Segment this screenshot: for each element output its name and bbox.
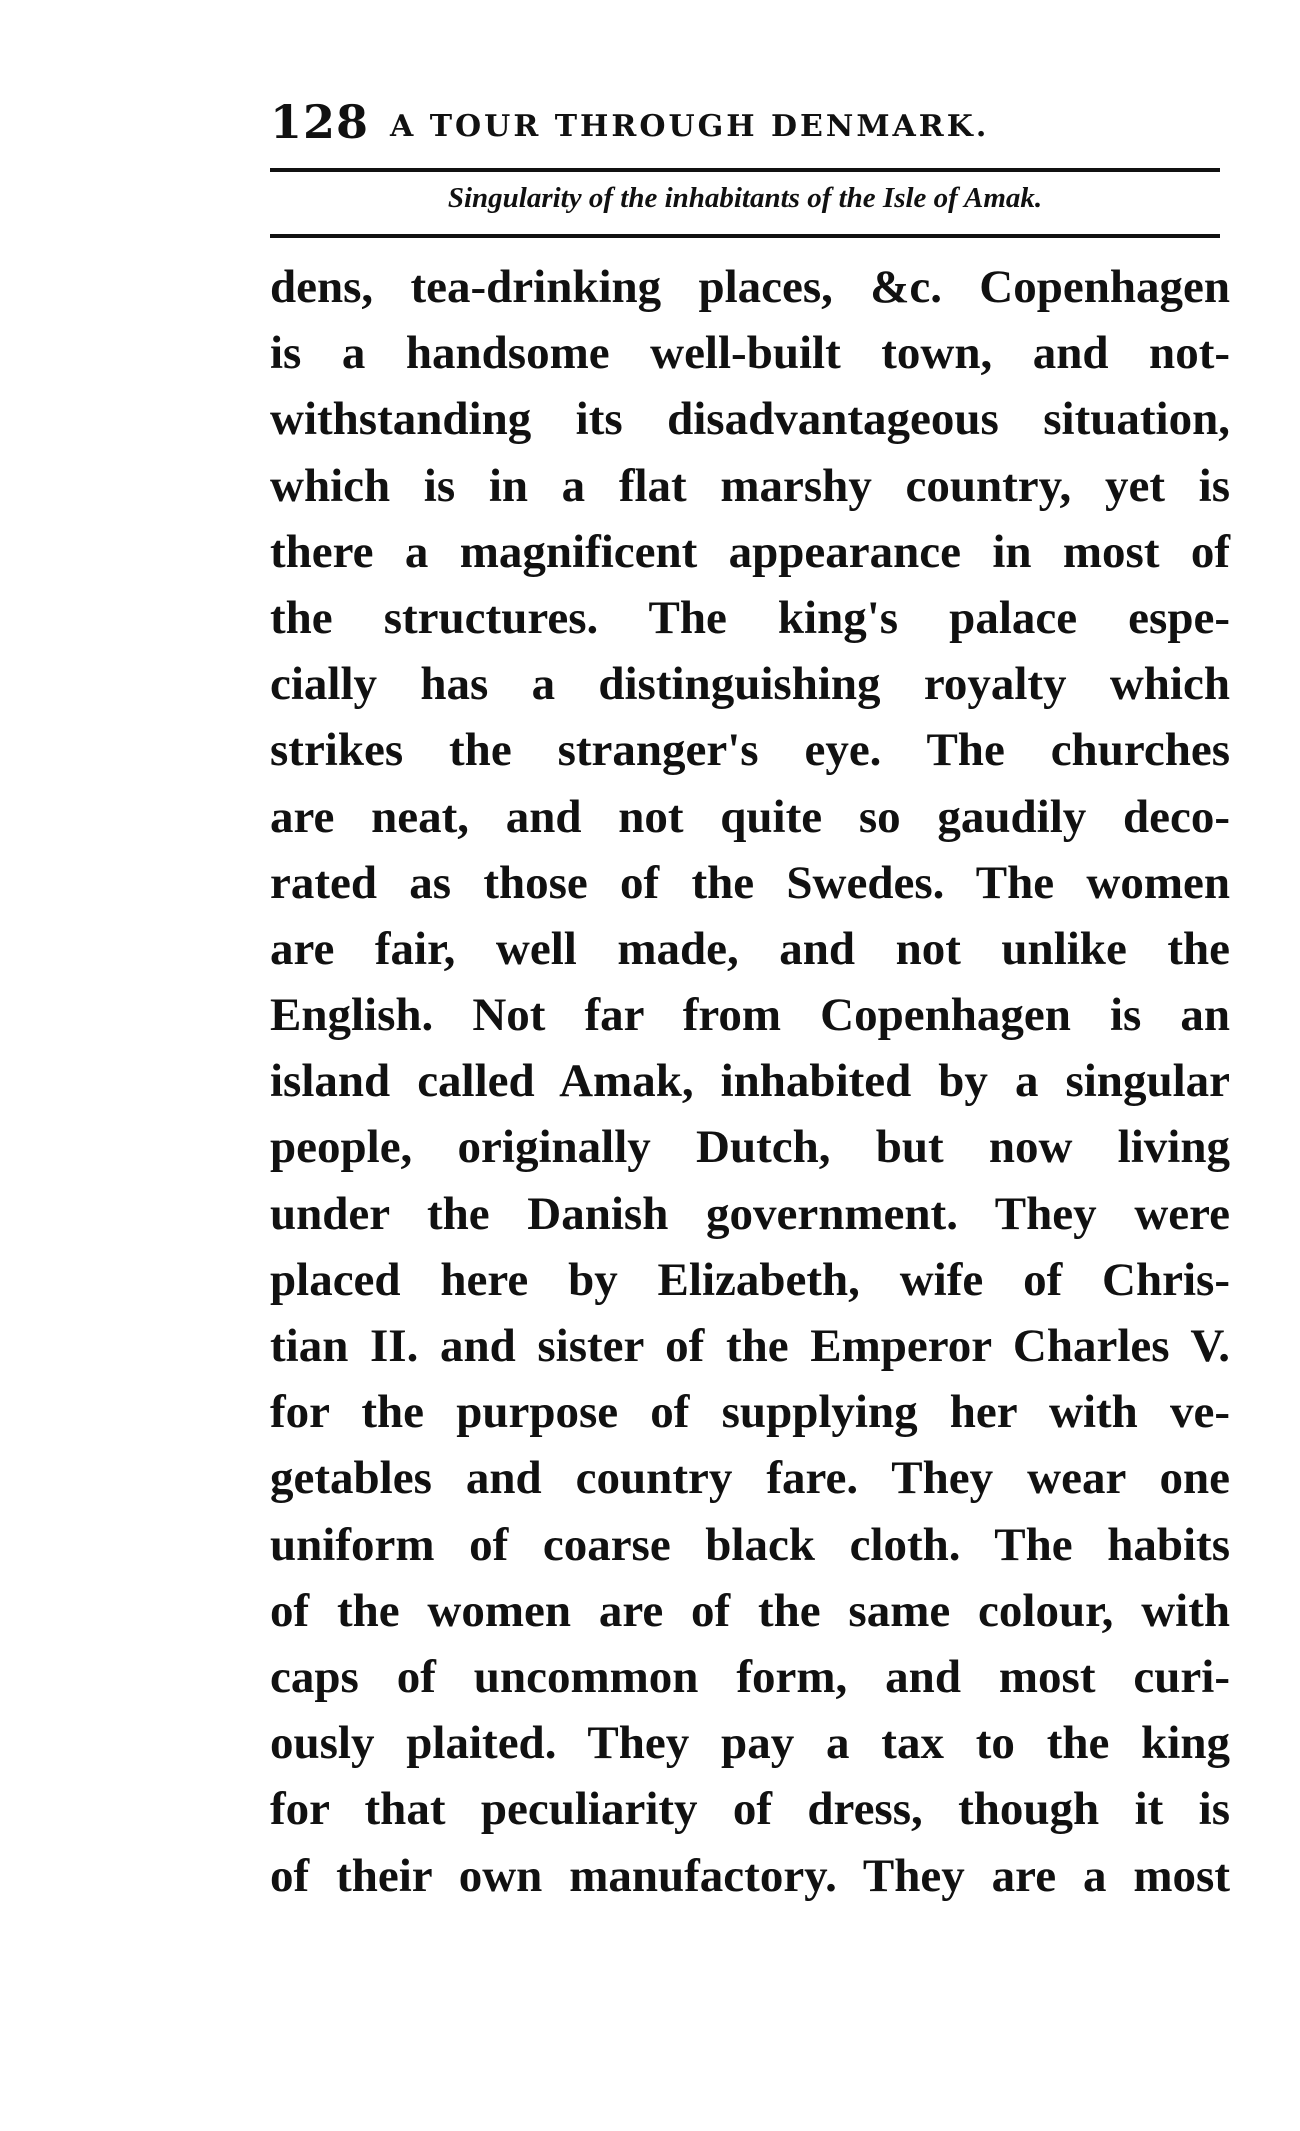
- body-text: [270, 254, 1230, 1909]
- text-line: people, originally Dutch, but now living: [270, 1121, 1230, 1174]
- text-line: withstanding its disadvantageous situation,: [270, 393, 1230, 446]
- text-line: under the Danish government. They were: [270, 1187, 1230, 1240]
- running-head: [270, 95, 1220, 155]
- text-line: which is in a flat marshy country, yet is: [270, 459, 1230, 512]
- text-line: cially has a distinguishing royalty which: [270, 658, 1230, 711]
- text-line: dens, tea-drinking places, &c. Copenhagen: [270, 261, 1230, 313]
- text-line: uniform of coarse black cloth. The habits: [270, 1518, 1230, 1571]
- text-line: is a handsome well-built town, and not-: [270, 327, 1230, 380]
- text-line: for that peculiarity of dress, though it is: [270, 1783, 1230, 1836]
- text-line: getables and country fare. They wear one: [270, 1452, 1230, 1505]
- text-line: strikes the stranger's eye. The churches: [270, 724, 1230, 777]
- text-line: rated as those of the Swedes. The women: [270, 856, 1230, 909]
- text-line: of the women are of the same colour, with: [270, 1584, 1230, 1637]
- header-rule-top: [270, 168, 1220, 172]
- text-line: are fair, well made, and not unlike the: [270, 922, 1230, 975]
- text-line: ously plaited. They pay a tax to the king: [270, 1717, 1230, 1770]
- section-subtitle: Singularity of the inhabitants of the Isle of Amak.: [447, 182, 1043, 214]
- text-line: for the purpose of supplying her with ve-: [270, 1386, 1230, 1439]
- text-line: are neat, and not quite so gaudily deco-: [270, 790, 1230, 843]
- page-number: 128: [270, 95, 370, 149]
- text-line: tian II. and sister of the Emperor Charles V.: [270, 1320, 1230, 1372]
- text-line: caps of uncommon form, and most curi-: [270, 1650, 1230, 1703]
- header-rule-bottom: [270, 234, 1220, 238]
- running-title: A TOUR THROUGH DENMARK.: [390, 109, 990, 144]
- text-line: the structures. The king's palace espe-: [270, 591, 1230, 644]
- text-line: English. Not far from Copenhagen is an: [270, 989, 1230, 1042]
- text-line: there a magnificent appearance in most of: [270, 525, 1230, 578]
- text-line: placed here by Elizabeth, wife of Chris-: [270, 1253, 1230, 1306]
- text-line: of their own manufactory. They are a most: [270, 1849, 1230, 1902]
- text-line: island called Amak, inhabited by a singular: [270, 1055, 1230, 1108]
